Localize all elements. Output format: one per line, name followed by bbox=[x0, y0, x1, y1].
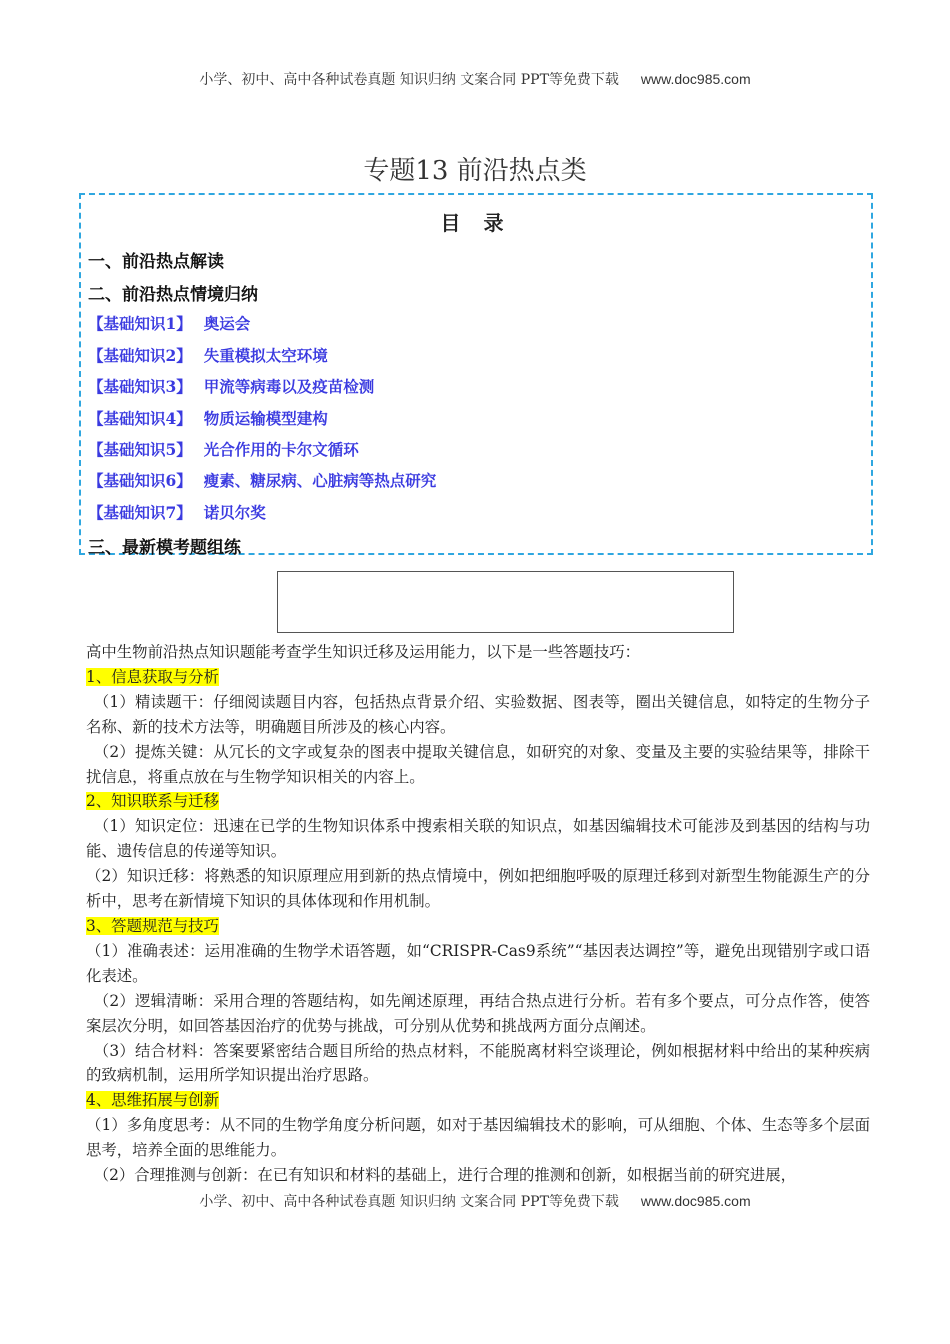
toc-item[interactable] bbox=[88, 344, 328, 366]
paragraph: （2）逻辑清晰：采用合理的答题结构，如先阐述原理，再结合热点进行分析。若有多个要点，可分点作答，使答案层次分明，如回答基因治疗的优势与挑战，可分别从优势和挑战两方面分点阐述。 bbox=[86, 991, 870, 1035]
toc-section[interactable]: 一、前沿热点解读 bbox=[88, 252, 224, 272]
paragraph: （2）知识迁移：将熟悉的知识原理应用到新的热点情境中，例如把细胞呼吸的原理迁移到对新型生物能源生产的分析中，思考在新情境下知识的具体体现和作用机制。 bbox=[86, 867, 870, 911]
section-heading: 3、答题规范与技巧 bbox=[86, 916, 219, 935]
toc-item-tag: 【基础知识7】 bbox=[88, 503, 192, 522]
section-heading: 1、信息获取与分析 bbox=[86, 667, 219, 686]
page-footer bbox=[0, 1191, 950, 1211]
toc-item[interactable] bbox=[88, 312, 250, 334]
toc-item-tag: 【基础知识4】 bbox=[88, 409, 192, 428]
toc-item[interactable] bbox=[88, 438, 359, 460]
toc-item-label: 失重模拟太空环境 bbox=[203, 346, 328, 365]
toc-item[interactable] bbox=[88, 469, 436, 491]
toc-item-tag: 【基础知识3】 bbox=[88, 377, 192, 396]
toc-item-tag: 【基础知识5】 bbox=[88, 440, 192, 459]
section-heading: 2、知识联系与迁移 bbox=[86, 792, 219, 811]
body-text bbox=[86, 640, 870, 1188]
header-text: 小学、初中、高中各种试卷真题 知识归纳 文案合同 PPT等免费下载 bbox=[199, 72, 619, 88]
page-header bbox=[0, 69, 950, 89]
toc-item-label: 光合作用的卡尔文循环 bbox=[203, 440, 359, 459]
paragraph: （1）多角度思考：从不同的生物学角度分析问题，如对于基因编辑技术的影响，可从细胞、个体、生态等多个层面思考，培养全面的思维能力。 bbox=[86, 1116, 870, 1160]
toc-item[interactable] bbox=[88, 501, 266, 523]
page-title: 专题13 前沿热点类 bbox=[363, 156, 587, 186]
toc-item-label: 物质运输模型建构 bbox=[203, 409, 328, 428]
intro: 高中生物前沿热点知识题能考查学生知识迁移及运用能力，以下是一些答题技巧： bbox=[86, 643, 641, 661]
toc-item[interactable] bbox=[88, 375, 374, 397]
toc-heading: 目 录 bbox=[440, 211, 512, 235]
table-of-contents bbox=[79, 193, 873, 558]
toc-item-label: 瘦素、糖尿病、心脏病等热点研究 bbox=[203, 471, 437, 490]
toc-item[interactable] bbox=[88, 407, 328, 429]
toc-item-tag: 【基础知识6】 bbox=[88, 471, 192, 490]
paragraph: （1）准确表述：运用准确的生物学术语答题，如“CRISPR-Cas9系统”“基因表达调控”等，避免出现错别字或口语化表述。 bbox=[86, 941, 870, 985]
paragraph: （1）知识定位：迅速在已学的生物知识体系中搜索相关联的知识点，如基因编辑技术可能涉及到基因的结构与功能、遗传信息的传递等知识。 bbox=[86, 817, 870, 861]
toc-section[interactable]: 二、前沿热点情境归纳 bbox=[88, 285, 258, 305]
toc-section[interactable]: 三、最新模考题组练 bbox=[88, 538, 241, 558]
toc-item-label: 诺贝尔奖 bbox=[203, 503, 266, 522]
footer-url: www.doc985.com bbox=[640, 1193, 751, 1209]
paragraph: （3）结合材料：答案要紧密结合题目所给的热点材料，不能脱离材料空谈理论，例如根据材料中给出的某种疾病的致病机制，运用所学知识提出治疗思路。 bbox=[86, 1041, 870, 1085]
paragraph: （2）提炼关键：从冗长的文字或复杂的图表中提取关键信息，如研究的对象、变量及主要的实验结果等，排除干扰信息，将重点放在与生物学知识相关的内容上。 bbox=[86, 742, 870, 786]
paragraph: （1）精读题干：仔细阅读题目内容，包括热点背景介绍、实验数据、图表等，圈出关键信息，如特定的生物分子名称、新的技术方法等，明确题目所涉及的核心内容。 bbox=[86, 692, 870, 736]
footer-text: 小学、初中、高中各种试卷真题 知识归纳 文案合同 PPT等免费下载 bbox=[199, 1194, 619, 1210]
toc-item-label: 甲流等病毒以及疫苗检测 bbox=[203, 377, 375, 396]
paragraph: （2）合理推测与创新：在已有知识和材料的基础上，进行合理的推测和创新，如根据当前的研究进展， bbox=[93, 1166, 797, 1185]
toc-item-label: 奥运会 bbox=[203, 314, 251, 333]
empty-frame bbox=[277, 571, 734, 633]
header-url: www.doc985.com bbox=[640, 71, 751, 87]
toc-item-tag: 【基础知识1】 bbox=[88, 314, 192, 333]
toc-item-tag: 【基础知识2】 bbox=[88, 346, 192, 365]
section-heading: 4、思维拓展与创新 bbox=[86, 1091, 219, 1110]
